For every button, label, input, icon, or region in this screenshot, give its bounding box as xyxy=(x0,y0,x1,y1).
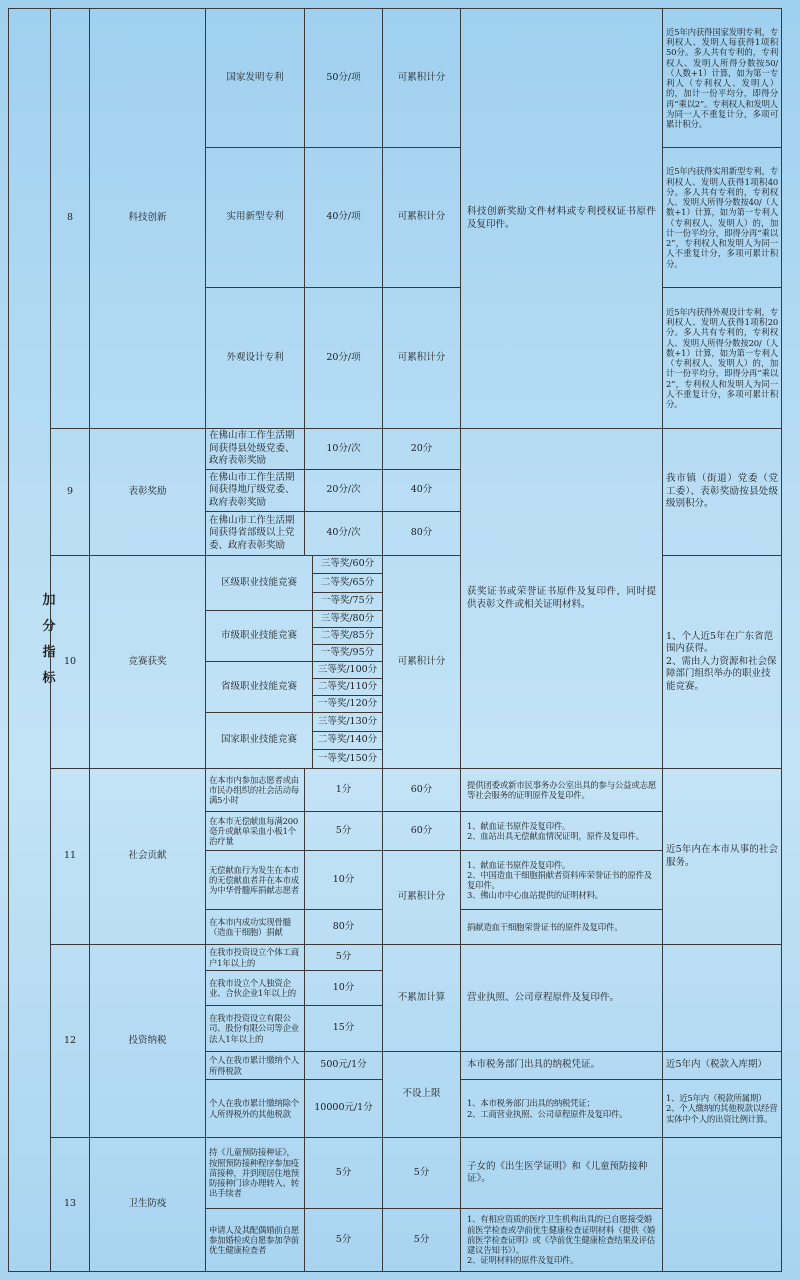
cap: 60分 xyxy=(382,811,461,851)
note: 近5年内获得国家发明专利，专利权人、发明人每获得1项积50分。多人共有专利的，专利权人、发明人所得分数按50/（人数+1）计算，如为第一专利人（专利权人、发明人）的，加计一份平均分，即得分再“乘以2”。专利权人和发明人为同一人不重复计分，多项可累计积分。 xyxy=(662,8,782,148)
competition-level: 区级职业技能竞赛 xyxy=(205,555,313,611)
item-name: 卫生防疫 xyxy=(89,1137,206,1272)
sub-item: 在本市无偿献血每满200毫升或献单采血小板1个治疗量 xyxy=(205,811,305,851)
cap: 可累积计分 xyxy=(382,850,461,945)
row-number: 13 xyxy=(50,1137,90,1272)
score: 20分/项 xyxy=(304,287,383,429)
note: 近5年内在本市从事的社会服务。 xyxy=(662,768,782,945)
score: 80分 xyxy=(304,909,383,945)
material: 本市税务部门出具的纳税凭证。 xyxy=(460,1051,663,1080)
score: 10000元/1分 xyxy=(304,1079,383,1138)
sub-item: 申请人及其配偶婚前自愿参加婚检或自愿参加孕前优生健康检查者 xyxy=(205,1208,305,1272)
sub-item: 在佛山市工作生活期间获得省部级以上党委、政府表彰奖励 xyxy=(205,511,305,556)
sub-item: 持《儿童预防接种证》，按照预防接种程序参加疫苗接种，并到现居住地预防接种门诊办理转入、转出手续者 xyxy=(205,1137,305,1209)
score: 10分 xyxy=(304,970,383,1006)
award-score: 二等奖/65分 xyxy=(312,573,383,593)
cap: 不设上限 xyxy=(382,1051,461,1138)
cap: 可累积计分 xyxy=(382,287,461,429)
award-score: 二等奖/110分 xyxy=(312,678,383,696)
sub-item: 在我市设立个人独资企业、合伙企业1年以上的 xyxy=(205,970,305,1006)
score: 5分 xyxy=(304,1208,383,1272)
cap: 60分 xyxy=(382,768,461,812)
sub-item: 国家发明专利 xyxy=(205,8,305,148)
sub-item: 在我市投资设立有限公司、股份有限公司等企业法人1年以上的 xyxy=(205,1005,305,1052)
row-number: 9 xyxy=(50,428,90,556)
note: 1、个人近5年在广东省范围内获得。 2、需由人力资源和社会保障部门组织举办的职业技能竞赛。 xyxy=(662,555,782,769)
score: 5分 xyxy=(304,811,383,851)
sub-item: 无偿献血行为发生在本市的无偿献血者并在本市成为中华骨髓库捐献志愿者 xyxy=(205,850,305,910)
award-score: 三等奖/80分 xyxy=(312,610,383,628)
cap: 5分 xyxy=(382,1208,461,1272)
sub-item: 在本市内参加志愿者或由市民办组织的社会活动每满5小时 xyxy=(205,768,305,812)
score: 5分 xyxy=(304,1137,383,1209)
note: 我市镇（街道）党委（党工委）、表彰奖励按县处级级别积分。 xyxy=(662,428,782,556)
score: 500元/1分 xyxy=(304,1051,383,1080)
material: 获奖证书或荣誉证书原件及复印件，同时提供表彰文件或相关证明材料。 xyxy=(460,428,663,769)
sub-item: 实用新型专利 xyxy=(205,147,305,288)
score: 10分/次 xyxy=(304,428,383,470)
item-name: 科技创新 xyxy=(89,8,206,429)
material: 捐献造血干细胞荣誉证书的原件及复印件。 xyxy=(460,909,663,945)
material: 提供团委或新市民事务办公室出具的参与公益或志愿等社会服务的证明原件及复印件。 xyxy=(460,768,663,812)
score: 40分/项 xyxy=(304,147,383,288)
sub-item: 在本市内成功实现骨髓（造血干细胞）捐献 xyxy=(205,909,305,945)
row-number: 10 xyxy=(50,555,90,769)
item-name: 竞赛获奖 xyxy=(89,555,206,769)
award-score: 三等奖/130分 xyxy=(312,712,383,732)
award-score: 三等奖/60分 xyxy=(312,555,383,574)
note: 1、近5年内（税款所属期） 2、个人缴纳的其他税款以经营实体中个人的出资比例计算。 xyxy=(662,1079,782,1138)
material: 科技创新奖励文件材料或专利授权证书原件及复印件。 xyxy=(460,8,663,429)
award-score: 一等奖/120分 xyxy=(312,695,383,713)
competition-level: 国家职业技能竞赛 xyxy=(205,712,313,769)
sub-item: 个人在我市累计缴纳个人所得税款 xyxy=(205,1051,305,1080)
cap: 可累积计分 xyxy=(382,555,461,769)
award-score: 一等奖/75分 xyxy=(312,592,383,611)
award-score: 一等奖/95分 xyxy=(312,644,383,662)
note: 近5年内（税款入库期） xyxy=(662,1051,782,1080)
cap: 80分 xyxy=(382,511,461,556)
award-score: 三等奖/100分 xyxy=(312,661,383,679)
sub-item: 在佛山市工作生活期间获得地厅级党委、政府表彰奖励 xyxy=(205,469,305,512)
score: 20分/次 xyxy=(304,469,383,512)
sub-item: 在我市投资设立个体工商户1年以上的 xyxy=(205,944,305,971)
item-name: 投资纳税 xyxy=(89,944,206,1138)
sub-item: 外观设计专利 xyxy=(205,287,305,429)
note-empty xyxy=(662,1137,782,1272)
material: 子女的《出生医学证明》和《儿童预防接种证》。 xyxy=(460,1137,663,1209)
row-number: 12 xyxy=(50,944,90,1138)
score: 10分 xyxy=(304,850,383,910)
cap: 可累积计分 xyxy=(382,147,461,288)
material: 1、献血证书原件及复印件。 2、血站出具无偿献血情况证明，原件及复印件。 xyxy=(460,811,663,851)
category-label: 加分指标 xyxy=(42,593,56,686)
item-name: 表彰奖励 xyxy=(89,428,206,556)
score: 5分 xyxy=(304,944,383,971)
cap: 5分 xyxy=(382,1137,461,1209)
score: 1分 xyxy=(304,768,383,812)
note-empty xyxy=(662,944,782,1052)
score: 40分/次 xyxy=(304,511,383,556)
award-score: 二等奖/85分 xyxy=(312,627,383,645)
score: 15分 xyxy=(304,1005,383,1052)
competition-level: 市级职业技能竞赛 xyxy=(205,610,313,662)
cap: 40分 xyxy=(382,469,461,512)
sub-item: 个人在我市累计缴纳除个人所得税外的其他税款 xyxy=(205,1079,305,1138)
sub-item: 在佛山市工作生活期间获得县处级党委、政府表彰奖励 xyxy=(205,428,305,470)
award-score: 二等奖/140分 xyxy=(312,731,383,750)
material: 1、献血证书原件及复印件。 2、中国造血干细胞捐献者资料库荣誉证书的原件及复印件。 3、佛山市中心血站提供的证明材料。 xyxy=(460,850,663,910)
cap: 可累积计分 xyxy=(382,8,461,148)
cap: 不累加计算 xyxy=(382,944,461,1052)
note: 近5年内获得实用新型专利，专利权人、发明人获得1项积40分。多人共有专利的，专利权人、发明人所得分数按40/（人数+1）计算，如为第一专利人（专利权人、发明人）的，加计一份平均分，即得分再“乘以2”，专利权人和发明人为同一人不重复计分，多项可累计积分。 xyxy=(662,147,782,288)
row-number: 11 xyxy=(50,768,90,945)
score: 50分/项 xyxy=(304,8,383,148)
cap: 20分 xyxy=(382,428,461,470)
material: 1、有相应资质的医疗卫生机构出具的已自愿接受婚前医学检查或孕前优生健康检查证明材料（提供《婚前医学检查证明》或《孕前优生健康检查结果及评估建议告知书》）。 2、证明材料的原件及复印件。 xyxy=(460,1208,663,1272)
item-name: 社会贡献 xyxy=(89,768,206,945)
competition-level: 省级职业技能竞赛 xyxy=(205,661,313,713)
material: 营业执照、公司章程原件及复印件。 xyxy=(460,944,663,1052)
row-number: 8 xyxy=(50,8,90,429)
note: 近5年内获得外观设计专利，专利权人、发明人获得1项积20分。多人共有专利的，专利权人、发明人所得分数按20/（人数+1）计算，如为第一专利人（专利权人、发明人）的，加计一份平均分，即得分再“乘以2”，专利权人和发明人为同一人不重复计分，多项可累计积分。 xyxy=(662,287,782,429)
material: 1、本市税务部门出具的纳税凭证； 2、工商营业执照、公司章程原件及复印件。 xyxy=(460,1079,663,1138)
award-score: 一等奖/150分 xyxy=(312,749,383,769)
